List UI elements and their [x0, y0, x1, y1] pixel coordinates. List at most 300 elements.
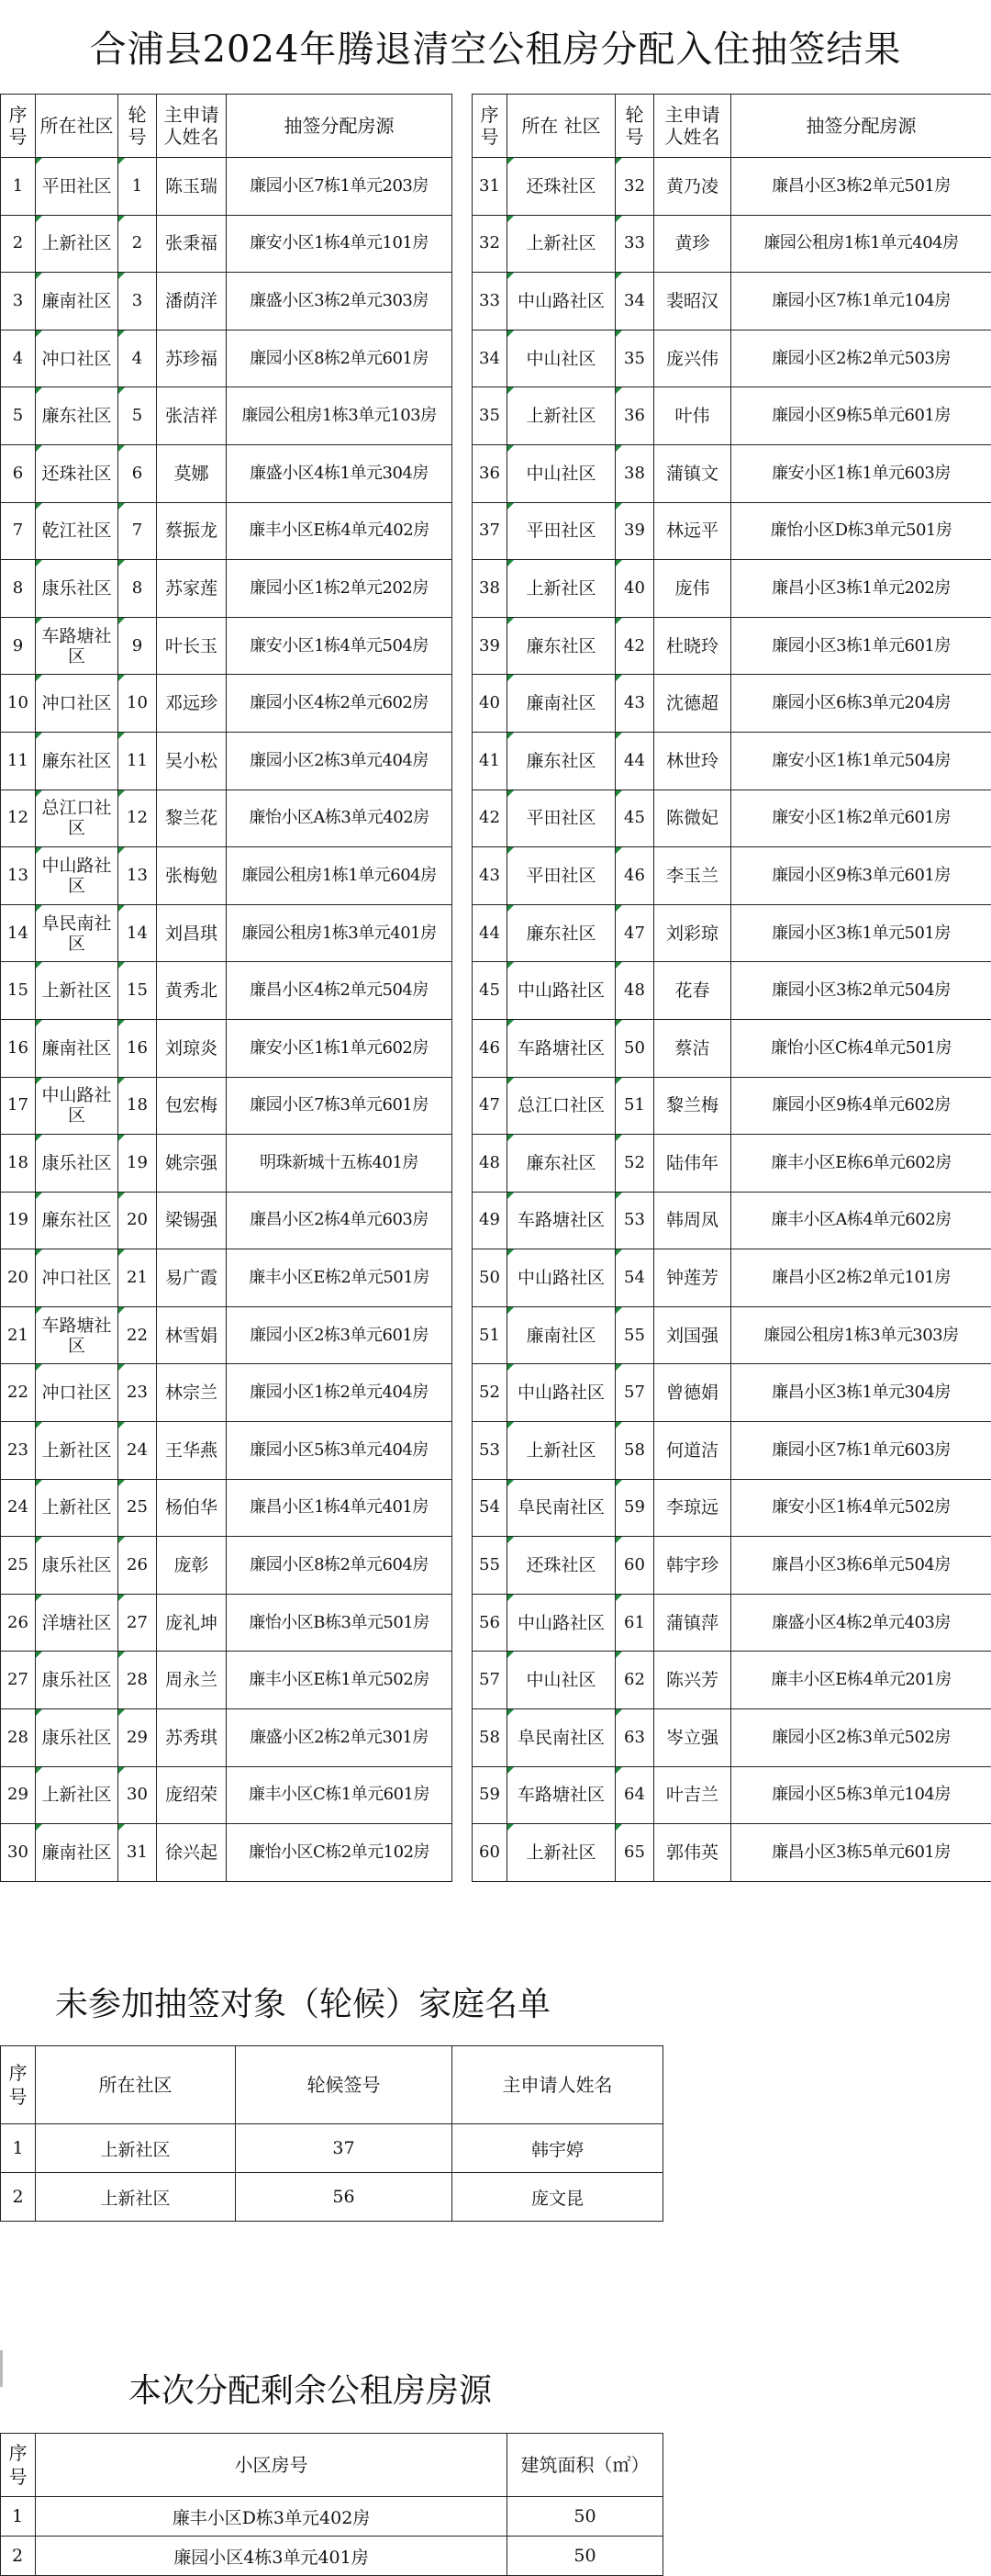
table-row: [473, 904, 991, 962]
cell-community: 洋塘社区: [36, 1594, 118, 1652]
cell-source: 廉丰小区A栋4单元602房: [731, 1192, 991, 1249]
cell-source: 廉园小区7栋1单元203房: [227, 158, 452, 216]
table-row: [1, 273, 452, 330]
cell-lot: 27: [118, 1594, 157, 1652]
cell-source: 廉园公租房1栋1单元404房: [731, 215, 991, 273]
cell-lot: 25: [118, 1479, 157, 1537]
cell-seq: 53: [473, 1422, 507, 1480]
cell-source: 廉昌小区3栋2单元501房: [731, 158, 991, 216]
table-row: [473, 1306, 991, 1364]
cell-lot: 39: [616, 502, 654, 560]
cell-community: 上新社区: [36, 1479, 118, 1537]
cell-applicant: 蔡洁: [654, 1019, 731, 1077]
table-row: [473, 1537, 991, 1595]
cell-seq: 43: [473, 847, 507, 905]
cell-applicant: 潘荫洋: [157, 273, 227, 330]
cell-source: 廉园小区1栋2单元404房: [227, 1364, 452, 1422]
cell-applicant: 陈微妃: [654, 790, 731, 847]
cell-seq: 16: [1, 1019, 36, 1077]
header-community: 所在社区: [36, 95, 118, 158]
cell-applicant: 黎兰梅: [654, 1077, 731, 1135]
cell-lot: 35: [616, 330, 654, 387]
cell-seq: 51: [473, 1306, 507, 1364]
cell-source: 廉园小区2栋2单元503房: [731, 330, 991, 387]
cell-lot: 15: [118, 962, 157, 1020]
cell-source: 廉安小区1栋4单元101房: [227, 215, 452, 273]
cell-source: 廉园小区2栋3单元404房: [227, 732, 452, 790]
cell-applicant: 陈玉瑞: [157, 158, 227, 216]
cell-applicant: 曾德娟: [654, 1364, 731, 1422]
cell-community: 康乐社区: [36, 1652, 118, 1709]
cell-applicant: 花春: [654, 962, 731, 1020]
cell-lot: 63: [616, 1709, 654, 1767]
cell-seq: 37: [473, 502, 507, 560]
cell-lot: 8: [118, 560, 157, 618]
cell-seq: 7: [1, 502, 36, 560]
table-row: [473, 1364, 991, 1422]
cell-community: 廉东社区: [36, 732, 118, 790]
cell-applicant: 杨伯华: [157, 1479, 227, 1537]
table-header-row: [1, 95, 452, 158]
cell-community: 阜民南社区: [36, 904, 118, 962]
cell-source: 廉盛小区2栋2单元301房: [227, 1709, 452, 1767]
cell-lot: 10: [118, 675, 157, 733]
cell-seq: 36: [473, 444, 507, 502]
header-lot: 轮候签号: [236, 2046, 452, 2124]
cell-community: 车路塘社区: [507, 1019, 616, 1077]
cell-source: 廉园小区5栋3单元104房: [731, 1766, 991, 1824]
cell-source: 廉怡小区D栋3单元501房: [731, 502, 991, 560]
cell-seq: 17: [1, 1077, 36, 1135]
cell-seq: 25: [1, 1537, 36, 1595]
cell-lot: 19: [118, 1135, 157, 1193]
cell-source: 廉园小区3栋1单元601房: [731, 617, 991, 675]
cell-applicant: 陈兴芳: [654, 1652, 731, 1709]
cell-community: 中山路社区: [36, 847, 118, 905]
header-source: 抽签分配房源: [227, 95, 452, 158]
table-row: [1, 560, 452, 618]
cell-lot: 9: [118, 617, 157, 675]
table-row: [473, 1422, 991, 1480]
cell-source: 廉昌小区3栋1单元304房: [731, 1364, 991, 1422]
cell-lot: 50: [616, 1019, 654, 1077]
cell-lot: 20: [118, 1192, 157, 1249]
cell-community: 廉南社区: [36, 1019, 118, 1077]
table-row: [473, 502, 991, 560]
cell-applicant: 邓远珍: [157, 675, 227, 733]
cell-seq: 57: [473, 1652, 507, 1709]
cell-applicant: 庞文昆: [452, 2173, 663, 2222]
table-row: [1, 444, 452, 502]
cell-applicant: 沈德超: [654, 675, 731, 733]
cell-seq: 21: [1, 1306, 36, 1364]
cell-source: 明珠新城十五栋401房: [227, 1135, 452, 1193]
cell-applicant: 韩宇婷: [452, 2124, 663, 2173]
table-row: [1, 962, 452, 1020]
cell-applicant: 叶长玉: [157, 617, 227, 675]
cell-community: 车路塘社区: [507, 1766, 616, 1824]
cell-seq: 4: [1, 330, 36, 387]
table-row: [1, 2497, 663, 2537]
cell-seq: 3: [1, 273, 36, 330]
cell-lot: 42: [616, 617, 654, 675]
cell-community: 廉东社区: [507, 1135, 616, 1193]
cell-lot: 40: [616, 560, 654, 618]
cell-seq: 10: [1, 675, 36, 733]
table-row: [1, 1306, 452, 1364]
cell-source: 廉安小区1栋1单元504房: [731, 732, 991, 790]
cell-lot: 33: [616, 215, 654, 273]
cell-source: 廉丰小区E栋1单元502房: [227, 1652, 452, 1709]
allocation-table-left: [0, 94, 452, 1882]
cell-source: 廉安小区1栋4单元502房: [731, 1479, 991, 1537]
cell-applicant: 苏家莲: [157, 560, 227, 618]
cell-community: 车路塘社区: [36, 617, 118, 675]
table-row: [1, 2124, 663, 2173]
table-row: [1, 790, 452, 847]
cell-applicant: 吴小松: [157, 732, 227, 790]
table-row: [473, 1192, 991, 1249]
cell-applicant: 苏珍福: [157, 330, 227, 387]
cell-source: 廉安小区1栋1单元603房: [731, 444, 991, 502]
cell-applicant: 包宏梅: [157, 1077, 227, 1135]
cell-community: 上新社区: [36, 1422, 118, 1480]
cell-applicant: 黄珍: [654, 215, 731, 273]
cell-lot: 48: [616, 962, 654, 1020]
cell-source: 廉怡小区A栋3单元402房: [227, 790, 452, 847]
cell-community: 康乐社区: [36, 560, 118, 618]
cell-source: 廉昌小区3栋1单元202房: [731, 560, 991, 618]
table-row: [473, 962, 991, 1020]
cell-applicant: 蒲镇文: [654, 444, 731, 502]
cell-community: 上新社区: [507, 215, 616, 273]
cell-seq: 56: [473, 1594, 507, 1652]
cell-source: 廉丰小区E栋4单元402房: [227, 502, 452, 560]
cell-source: 廉园公租房1栋3单元103房: [227, 387, 452, 445]
table-row: [1, 617, 452, 675]
cell-seq: 29: [1, 1766, 36, 1824]
table-row: [473, 675, 991, 733]
cell-lot: 22: [118, 1306, 157, 1364]
cell-applicant: 林雪娟: [157, 1306, 227, 1364]
cell-lot: 3: [118, 273, 157, 330]
cell-community: 冲口社区: [36, 1364, 118, 1422]
cell-seq: 28: [1, 1709, 36, 1767]
table-row: [1, 1019, 452, 1077]
cell-community: 廉东社区: [36, 1192, 118, 1249]
cell-seq: 46: [473, 1019, 507, 1077]
cell-applicant: 易广霞: [157, 1249, 227, 1307]
cell-community: 上新社区: [507, 387, 616, 445]
cell-community: 上新社区: [507, 1422, 616, 1480]
cell-lot: 54: [616, 1249, 654, 1307]
cell-lot: 16: [118, 1019, 157, 1077]
cell-seq: 2: [1, 215, 36, 273]
cell-seq: 35: [473, 387, 507, 445]
cell-source: 廉丰小区E栋2单元501房: [227, 1249, 452, 1307]
cell-seq: 11: [1, 732, 36, 790]
cell-lot: 29: [118, 1709, 157, 1767]
cell-seq: 2: [1, 2173, 36, 2222]
header-lot: 轮号: [118, 95, 157, 158]
cell-applicant: 岑立强: [654, 1709, 731, 1767]
cell-lot: 44: [616, 732, 654, 790]
cell-applicant: 陆伟年: [654, 1135, 731, 1193]
table-row: [1, 904, 452, 962]
table-row: [473, 732, 991, 790]
header-seq: 序号: [473, 95, 507, 158]
cell-community: 车路塘社区: [507, 1192, 616, 1249]
cell-applicant: 刘琼炎: [157, 1019, 227, 1077]
cell-applicant: 姚宗强: [157, 1135, 227, 1193]
table-header-row: [473, 95, 991, 158]
cell-applicant: 叶吉兰: [654, 1766, 731, 1824]
table-row: [1, 1594, 452, 1652]
cell-lot: 31: [118, 1824, 157, 1882]
cell-seq: 42: [473, 790, 507, 847]
table-row: [1, 1135, 452, 1193]
table-row: [473, 560, 991, 618]
cell-source: 廉园小区1栋2单元202房: [227, 560, 452, 618]
cell-lot: 60: [616, 1537, 654, 1595]
cell-unit: 廉园小区4栋3单元401房: [36, 2537, 507, 2576]
cell-seq: 23: [1, 1422, 36, 1480]
cell-source: 廉园公租房1栋1单元604房: [227, 847, 452, 905]
cell-seq: 50: [473, 1249, 507, 1307]
allocation-table-right: [472, 94, 991, 1882]
cell-applicant: 叶伟: [654, 387, 731, 445]
cell-seq: 1: [1, 2124, 36, 2173]
page-title: 合浦县2024年腾退清空公租房分配入住抽签结果: [89, 28, 902, 71]
cell-source: 廉怡小区C栋4单元501房: [731, 1019, 991, 1077]
cell-seq: 15: [1, 962, 36, 1020]
cell-lot: 34: [616, 273, 654, 330]
cell-lot: 24: [118, 1422, 157, 1480]
cell-source: 廉盛小区4栋1单元304房: [227, 444, 452, 502]
cell-seq: 2: [1, 2537, 36, 2576]
table-row: [1, 1422, 452, 1480]
cell-source: 廉怡小区B栋3单元501房: [227, 1594, 452, 1652]
header-lot: 轮号: [616, 95, 654, 158]
table-row: [473, 444, 991, 502]
cell-source: 廉昌小区3栋5单元601房: [731, 1824, 991, 1882]
cell-source: 廉园小区6栋3单元204房: [731, 675, 991, 733]
cell-lot: 47: [616, 904, 654, 962]
cell-seq: 52: [473, 1364, 507, 1422]
cell-lot: 32: [616, 158, 654, 216]
cell-community: 上新社区: [36, 1766, 118, 1824]
cell-seq: 55: [473, 1537, 507, 1595]
cell-community: 中山路社区: [507, 962, 616, 1020]
cell-seq: 34: [473, 330, 507, 387]
cell-applicant: 郭伟英: [654, 1824, 731, 1882]
cell-applicant: 韩周凤: [654, 1192, 731, 1249]
cell-source: 廉昌小区2栋4单元603房: [227, 1192, 452, 1249]
cell-seq: 30: [1, 1824, 36, 1882]
table-row: [1, 732, 452, 790]
cell-source: 廉丰小区E栋6单元602房: [731, 1135, 991, 1193]
table-row: [473, 1709, 991, 1767]
cell-seq: 22: [1, 1364, 36, 1422]
cell-lot: 23: [118, 1364, 157, 1422]
cell-applicant: 张洁祥: [157, 387, 227, 445]
cell-community: 平田社区: [507, 790, 616, 847]
cell-lot: 30: [118, 1766, 157, 1824]
remaining-table: [0, 2433, 663, 2576]
cell-lot: 2: [118, 215, 157, 273]
header-seq: 序号: [1, 2046, 36, 2124]
cell-source: 廉丰小区E栋4单元201房: [731, 1652, 991, 1709]
table-row: [473, 158, 991, 216]
cell-seq: 19: [1, 1192, 36, 1249]
cell-seq: 1: [1, 2497, 36, 2537]
table-row: [1, 1709, 452, 1767]
cell-unit: 廉丰小区D栋3单元402房: [36, 2497, 507, 2537]
cell-community: 廉南社区: [36, 1824, 118, 1882]
cell-community: 上新社区: [36, 2173, 236, 2222]
table-row: [1, 502, 452, 560]
table-row: [1, 1537, 452, 1595]
cell-community: 还珠社区: [507, 158, 616, 216]
cell-community: 廉南社区: [507, 1306, 616, 1364]
cell-seq: 49: [473, 1192, 507, 1249]
cell-community: 中山路社区: [36, 1077, 118, 1135]
cell-applicant: 何道洁: [654, 1422, 731, 1480]
header-seq: 序号: [1, 2434, 36, 2497]
cell-applicant: 徐兴起: [157, 1824, 227, 1882]
cell-lot: 46: [616, 847, 654, 905]
cell-community: 平田社区: [507, 502, 616, 560]
edge-divider: [0, 2350, 3, 2387]
cell-applicant: 王华燕: [157, 1422, 227, 1480]
cell-lot: 14: [118, 904, 157, 962]
cell-seq: 47: [473, 1077, 507, 1135]
cell-community: 平田社区: [507, 847, 616, 905]
cell-community: 乾江社区: [36, 502, 118, 560]
cell-applicant: 刘国强: [654, 1306, 731, 1364]
cell-applicant: 林世玲: [654, 732, 731, 790]
cell-seq: 54: [473, 1479, 507, 1537]
table-row: [473, 1135, 991, 1193]
cell-seq: 26: [1, 1594, 36, 1652]
cell-seq: 6: [1, 444, 36, 502]
cell-applicant: 林远平: [654, 502, 731, 560]
cell-lot: 53: [616, 1192, 654, 1249]
cell-source: 廉安小区1栋4单元504房: [227, 617, 452, 675]
cell-lot: 28: [118, 1652, 157, 1709]
cell-lot: 59: [616, 1479, 654, 1537]
cell-community: 上新社区: [507, 1824, 616, 1882]
cell-area: 50: [507, 2497, 663, 2537]
cell-applicant: 庞礼坤: [157, 1594, 227, 1652]
cell-applicant: 杜晓玲: [654, 617, 731, 675]
header-unit: 小区房号: [36, 2434, 507, 2497]
waitlist-table: [0, 2045, 663, 2222]
cell-community: 上新社区: [507, 560, 616, 618]
cell-community: 上新社区: [36, 962, 118, 1020]
cell-applicant: 裴昭汉: [654, 273, 731, 330]
table-row: [1, 2537, 663, 2576]
cell-applicant: 林宗兰: [157, 1364, 227, 1422]
cell-applicant: 张秉福: [157, 215, 227, 273]
cell-seq: 32: [473, 215, 507, 273]
cell-seq: 58: [473, 1709, 507, 1767]
cell-community: 中山路社区: [507, 1364, 616, 1422]
cell-seq: 1: [1, 158, 36, 216]
cell-community: 阜民南社区: [507, 1709, 616, 1767]
cell-community: 还珠社区: [507, 1537, 616, 1595]
cell-lot: 43: [616, 675, 654, 733]
cell-source: 廉园小区7栋1单元603房: [731, 1422, 991, 1480]
table-row: [1, 1652, 452, 1709]
cell-community: 冲口社区: [36, 330, 118, 387]
cell-seq: 59: [473, 1766, 507, 1824]
cell-applicant: 钟莲芳: [654, 1249, 731, 1307]
table-row: [473, 1652, 991, 1709]
cell-community: 中山路社区: [507, 1249, 616, 1307]
cell-applicant: 黄秀北: [157, 962, 227, 1020]
table-row: [473, 1479, 991, 1537]
cell-source: 廉园公租房1栋3单元303房: [731, 1306, 991, 1364]
cell-source: 廉怡小区C栋2单元102房: [227, 1824, 452, 1882]
cell-community: 中山路社区: [507, 1594, 616, 1652]
table-row: [1, 675, 452, 733]
cell-source: 廉园小区2栋3单元502房: [731, 1709, 991, 1767]
cell-lot: 61: [616, 1594, 654, 1652]
header-seq: 序号: [1, 95, 36, 158]
table-row: [473, 1249, 991, 1307]
table-header-row: [1, 2046, 663, 2124]
cell-lot: 12: [118, 790, 157, 847]
cell-seq: 20: [1, 1249, 36, 1307]
cell-source: 廉昌小区4栋2单元504房: [227, 962, 452, 1020]
cell-applicant: 苏秀琪: [157, 1709, 227, 1767]
cell-source: 廉园小区9栋5单元601房: [731, 387, 991, 445]
cell-lot: 4: [118, 330, 157, 387]
cell-source: 廉园小区3栋2单元504房: [731, 962, 991, 1020]
cell-applicant: 蒲镇萍: [654, 1594, 731, 1652]
table-row: [1, 1824, 452, 1882]
cell-seq: 27: [1, 1652, 36, 1709]
cell-community: 总江口社区: [507, 1077, 616, 1135]
cell-lot: 38: [616, 444, 654, 502]
cell-seq: 48: [473, 1135, 507, 1193]
cell-lot: 6: [118, 444, 157, 502]
cell-lot: 7: [118, 502, 157, 560]
cell-source: 廉园小区9栋4单元602房: [731, 1077, 991, 1135]
waitlist-title: 未参加抽签对象（轮候）家庭名单: [55, 1986, 551, 2023]
cell-applicant: 李玉兰: [654, 847, 731, 905]
cell-source: 廉昌小区3栋6单元504房: [731, 1537, 991, 1595]
cell-source: 廉园小区8栋2单元601房: [227, 330, 452, 387]
cell-applicant: 黄乃凌: [654, 158, 731, 216]
cell-seq: 14: [1, 904, 36, 962]
cell-seq: 18: [1, 1135, 36, 1193]
cell-source: 廉园小区5栋3单元404房: [227, 1422, 452, 1480]
cell-lot: 55: [616, 1306, 654, 1364]
cell-community: 还珠社区: [36, 444, 118, 502]
cell-source: 廉丰小区C栋1单元601房: [227, 1766, 452, 1824]
cell-community: 康乐社区: [36, 1709, 118, 1767]
cell-lot: 51: [616, 1077, 654, 1135]
cell-source: 廉园小区7栋3单元601房: [227, 1077, 452, 1135]
cell-community: 廉南社区: [507, 675, 616, 733]
cell-applicant: 庞绍荣: [157, 1766, 227, 1824]
table-row: [1, 1192, 452, 1249]
cell-seq: 40: [473, 675, 507, 733]
cell-seq: 8: [1, 560, 36, 618]
cell-community: 中山社区: [507, 1652, 616, 1709]
